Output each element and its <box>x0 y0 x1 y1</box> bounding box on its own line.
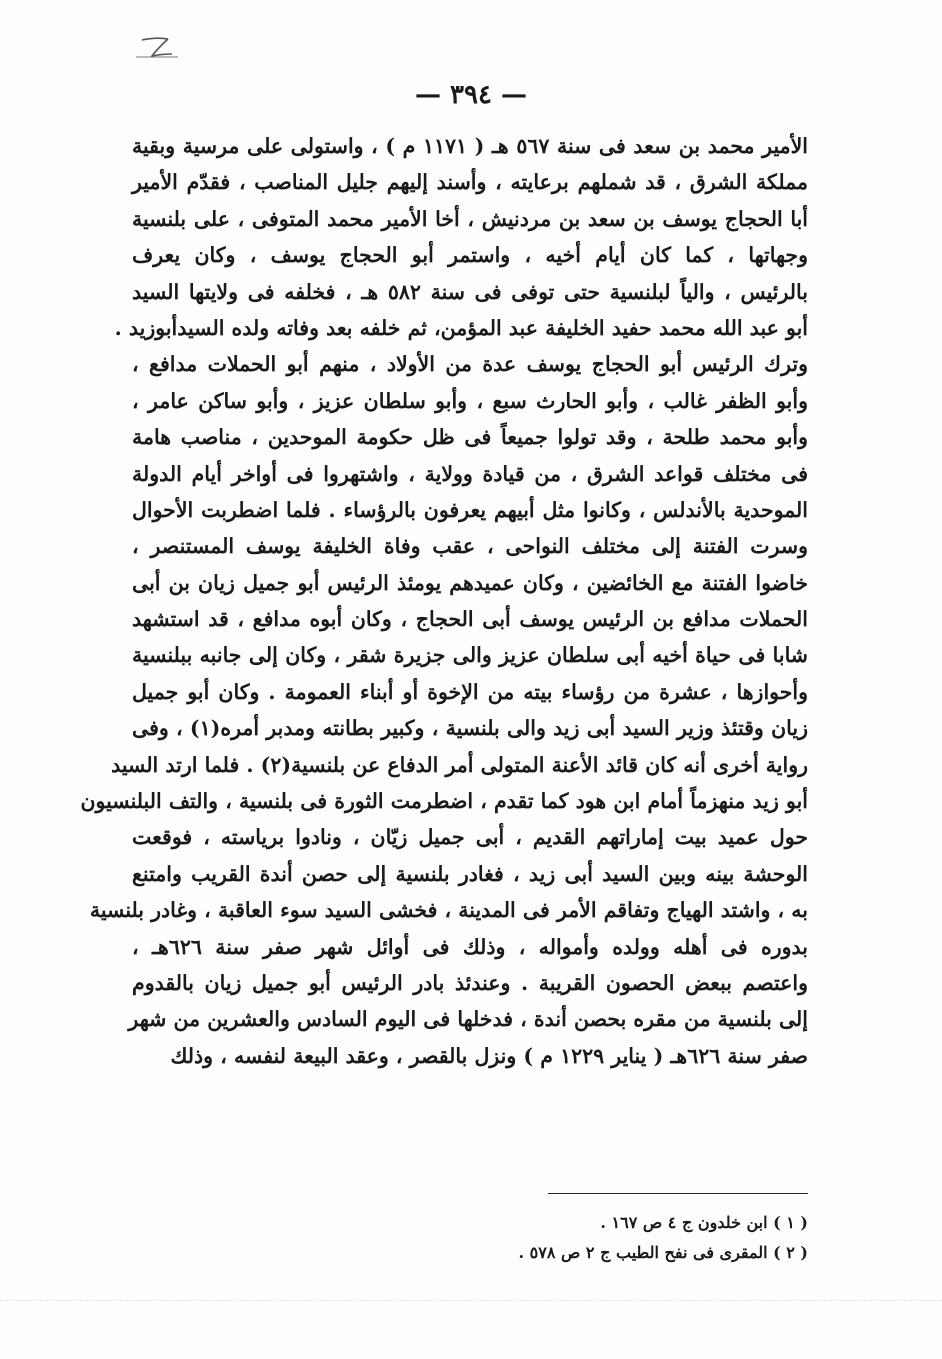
text-line: وترك الرئيس أبو الحجاج يوسف عدة من الأولاد ، منهم أبو الحملات مدافع ، <box>132 352 808 377</box>
text-line: بالرئيس ، والياً لبلنسية حتى توفى فى سنة ٥٨٢ هـ ، فخلفه فى ولايتها السيد <box>132 279 808 304</box>
page-number: — ٣٩٤ — <box>414 80 528 110</box>
text-line: وسرت الفتنة إلى مختلف النواحى ، عقب وفاة الخليفة يوسف المستنصر ، <box>132 534 808 559</box>
footnotes <box>132 1208 808 1268</box>
text-line: الحملات مدافع بن الرئيس يوسف أبى الحجاج ، وكان أبوه مدافع ، قد استشهد <box>132 607 808 632</box>
text-line: بدوره فى أهله وولده وأمواله ، وذلك فى أوائل شهر صفر سنة ٦٢٦هـ ، <box>132 934 809 959</box>
text-line: زيان وقتئذ وزير السيد أبى زيد والى بلنسية ، وكبير بطانته ومدبر أمره(١) ، وفى <box>132 716 808 741</box>
text-line: الموحدية بالأندلس ، وكانوا مثل أبيهم يعرفون بالرؤساء . فلما اضطربت الأحوال <box>132 497 808 522</box>
text-line: مملكة الشرق ، قد شملهم برعايته ، وأسند إليهم جليل المناصب ، فقدّم الأمير <box>132 170 808 195</box>
text-line: أبا الحجاج يوسف بن سعد بن مردنيش ، أخا الأمير محمد المتوفى ، على بلنسية <box>132 206 808 231</box>
text-line: الوحشة بينه وبين السيد أبى زيد ، فغادر بلنسية إلى حصن أندة القريب وامتنع <box>132 861 808 886</box>
text-line: خاضوا الفتنة مع الخائضين ، وكان عميدهم يومئذ الرئيس أبو جميل زيان بن أبى <box>132 570 808 595</box>
page-bottom-edge <box>0 1300 942 1301</box>
text-line: وجهاتها ، كما كان أيام أخيه ، واستمر أبو الحجاج يوسف ، وكان يعرف <box>132 243 808 268</box>
text-line: صفر سنة ٦٢٦هـ ( يناير ١٢٢٩ م ) ونزل بالقصر ، وعقد البيعة لنفسه ، وذلك <box>170 1043 808 1068</box>
footnote-2: ( ٢ ) المقرى فى نفح الطيب ج ٢ ص ٥٧٨ . <box>518 1243 808 1262</box>
text-line: وأبو محمد طلحة ، وقد تولوا جميعاً فى ظل حكومة الموحدين ، مناصب هامة <box>132 425 808 450</box>
text-line: الأمير محمد بن سعد فى سنة ٥٦٧ هـ ( ١١٧١ م ) ، واستولى على مرسية وبقية <box>132 134 808 158</box>
footnote-divider <box>548 1193 808 1194</box>
footnote-1: ( ١ ) ابن خلدون ج ٤ ص ١٦٧ . <box>600 1213 808 1232</box>
text-line: فى مختلف قواعد الشرق ، من قيادة وولاية ، واشتهروا فى أواخر أيام الدولة <box>132 461 808 486</box>
text-line: وأحوازها ، عشرة من رؤساء بيته من الإخوة أو أبناء العمومة . وكان أبو جميل <box>132 679 808 704</box>
text-line: به ، واشتد الهياج وتفاقم الأمر فى المدينة ، فخشى السيد سوء العاقبة ، وغادر بلنسية <box>89 898 808 923</box>
text-line: أبو عبد الله محمد حفيد الخليفة عبد المؤمن، ثم خلفه بعد وفاته ولده السيدأبوزيد . <box>114 315 808 340</box>
text-line: واعتصم ببعض الحصون القريبة . وعندئذ بادر الرئيس أبو جميل زيان بالقدوم <box>132 970 808 995</box>
text-line: شابا فى حياة أخيه أبى سلطان عزيز والى جزيرة شقر ، وكان إلى جانبه ببلنسية <box>132 643 808 668</box>
text-line: وأبو الظفر غالب ، وأبو الحارث سبع ، وأبو سلطان عزيز ، وأبو ساكن عامر ، <box>132 388 808 413</box>
handwritten-mark-icon <box>132 30 182 64</box>
text-line: أبو زيد منهزماً أمام ابن هود كما تقدم ، اضطرمت الثورة فى بلنسية ، والتف البلنسيون <box>80 789 808 814</box>
text-line: رواية أخرى أنه كان قائد الأعنة المتولى أمر الدفاع عن بلنسية(٢) . فلما ارتد السيد <box>111 752 808 777</box>
text-line: إلى بلنسية من مقره بحصن أندة ، فدخلها فى اليوم السادس والعشرين من شهر <box>128 1007 808 1032</box>
text-line: حول عميد بيت إماراتهم القديم ، أبى جميل زيّان ، ونادوا برياسته ، فوقعت <box>132 825 808 850</box>
body-text <box>80 128 809 1074</box>
